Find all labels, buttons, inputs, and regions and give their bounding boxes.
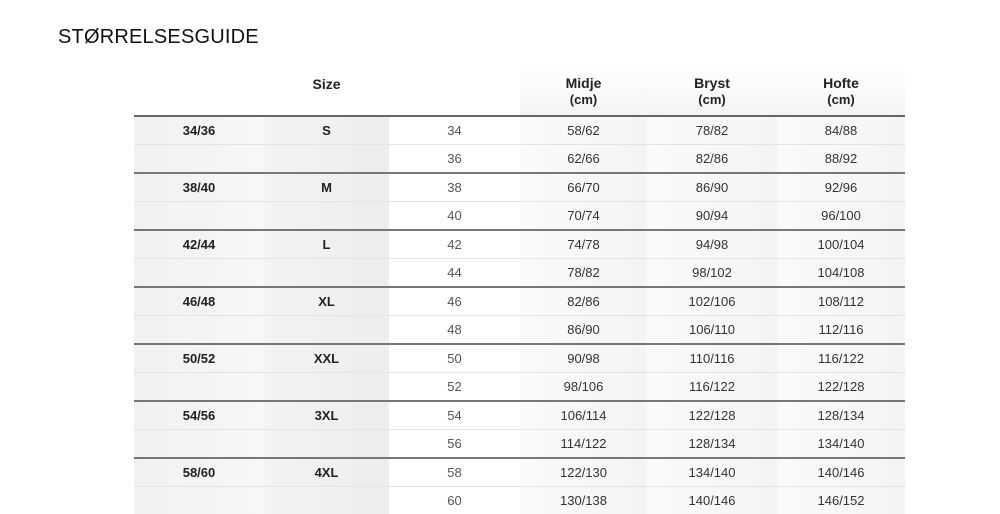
waist-cell: 86/90 — [520, 316, 647, 345]
number-size-cell: 54 — [389, 401, 520, 430]
table-row — [134, 259, 905, 288]
waist-cell: 106/114 — [520, 401, 647, 430]
number-size-cell: 46 — [389, 287, 520, 316]
hip-cell: 140/146 — [777, 458, 905, 487]
table-row — [134, 487, 905, 514]
letter-size-cell: XXL — [264, 344, 389, 373]
eu-size-cell: 54/56 — [134, 401, 264, 430]
waist-cell: 74/78 — [520, 230, 647, 259]
chest-cell: 106/110 — [647, 316, 777, 345]
chest-cell: 110/116 — [647, 344, 777, 373]
waist-cell: 70/74 — [520, 202, 647, 231]
number-size-cell: 60 — [389, 487, 520, 514]
chest-cell: 128/134 — [647, 430, 777, 459]
letter-size-cell: XL — [264, 287, 389, 316]
table-row — [134, 145, 905, 174]
eu-size-cell: 34/36 — [134, 116, 264, 145]
header-chest-label: Bryst — [694, 75, 730, 91]
hip-cell: 122/128 — [777, 373, 905, 402]
letter-size-cell: 4XL — [264, 458, 389, 487]
eu-size-cell — [134, 430, 264, 459]
number-size-cell: 56 — [389, 430, 520, 459]
hip-cell: 84/88 — [777, 116, 905, 145]
header-waist-label: Midje — [566, 75, 602, 91]
waist-cell: 82/86 — [520, 287, 647, 316]
eu-size-cell: 38/40 — [134, 173, 264, 202]
hip-cell: 88/92 — [777, 145, 905, 174]
table-row — [134, 230, 905, 259]
letter-size-cell: S — [264, 116, 389, 145]
hip-cell: 108/112 — [777, 287, 905, 316]
letter-size-cell — [264, 145, 389, 174]
table-body — [134, 116, 905, 514]
table-row — [134, 430, 905, 459]
chest-cell: 94/98 — [647, 230, 777, 259]
number-size-cell: 36 — [389, 145, 520, 174]
number-size-cell: 34 — [389, 116, 520, 145]
number-size-cell: 52 — [389, 373, 520, 402]
header-waist-unit: (cm) — [520, 92, 647, 107]
letter-size-cell — [264, 259, 389, 288]
number-size-cell: 48 — [389, 316, 520, 345]
letter-size-cell: 3XL — [264, 401, 389, 430]
number-size-cell: 44 — [389, 259, 520, 288]
letter-size-cell — [264, 487, 389, 514]
page-title: STØRRELSESGUIDE — [58, 26, 259, 49]
table-row — [134, 116, 905, 145]
waist-cell: 98/106 — [520, 373, 647, 402]
waist-cell: 122/130 — [520, 458, 647, 487]
hip-cell: 112/116 — [777, 316, 905, 345]
chest-cell: 86/90 — [647, 173, 777, 202]
waist-cell: 130/138 — [520, 487, 647, 514]
eu-size-cell: 42/44 — [134, 230, 264, 259]
waist-cell: 58/62 — [520, 116, 647, 145]
letter-size-cell — [264, 202, 389, 231]
letter-size-cell — [264, 316, 389, 345]
chest-cell: 102/106 — [647, 287, 777, 316]
eu-size-cell — [134, 487, 264, 514]
eu-size-cell — [134, 316, 264, 345]
hip-cell: 116/122 — [777, 344, 905, 373]
chest-cell: 122/128 — [647, 401, 777, 430]
eu-size-cell — [134, 259, 264, 288]
eu-size-cell: 58/60 — [134, 458, 264, 487]
table-row — [134, 344, 905, 373]
chest-cell: 82/86 — [647, 145, 777, 174]
header-hip-label: Hofte — [823, 75, 859, 91]
header-size: Size — [264, 66, 389, 116]
header-waist — [520, 66, 647, 116]
table-row — [134, 202, 905, 231]
letter-size-cell — [264, 373, 389, 402]
eu-size-cell — [134, 202, 264, 231]
waist-cell: 66/70 — [520, 173, 647, 202]
header-hip — [777, 66, 905, 116]
chest-cell: 90/94 — [647, 202, 777, 231]
hip-cell: 92/96 — [777, 173, 905, 202]
number-size-cell: 50 — [389, 344, 520, 373]
eu-size-cell: 50/52 — [134, 344, 264, 373]
number-size-cell: 42 — [389, 230, 520, 259]
chest-cell: 98/102 — [647, 259, 777, 288]
letter-size-cell: L — [264, 230, 389, 259]
eu-size-cell: 46/48 — [134, 287, 264, 316]
chest-cell: 116/122 — [647, 373, 777, 402]
header-eu-size — [134, 66, 264, 116]
waist-cell: 90/98 — [520, 344, 647, 373]
waist-cell: 78/82 — [520, 259, 647, 288]
table-row — [134, 401, 905, 430]
waist-cell: 62/66 — [520, 145, 647, 174]
letter-size-cell — [264, 430, 389, 459]
header-number-size — [389, 66, 520, 116]
header-hip-unit: (cm) — [777, 92, 905, 107]
hip-cell: 134/140 — [777, 430, 905, 459]
table-row — [134, 287, 905, 316]
table-header-row — [134, 66, 905, 116]
header-chest-unit: (cm) — [647, 92, 777, 107]
eu-size-cell — [134, 145, 264, 174]
chest-cell: 140/146 — [647, 487, 777, 514]
table-row — [134, 316, 905, 345]
hip-cell: 104/108 — [777, 259, 905, 288]
number-size-cell: 40 — [389, 202, 520, 231]
chest-cell: 134/140 — [647, 458, 777, 487]
hip-cell: 96/100 — [777, 202, 905, 231]
waist-cell: 114/122 — [520, 430, 647, 459]
hip-cell: 146/152 — [777, 487, 905, 514]
hip-cell: 100/104 — [777, 230, 905, 259]
table-row — [134, 458, 905, 487]
table-row — [134, 173, 905, 202]
hip-cell: 128/134 — [777, 401, 905, 430]
size-guide-table — [134, 66, 905, 514]
chest-cell: 78/82 — [647, 116, 777, 145]
header-chest — [647, 66, 777, 116]
eu-size-cell — [134, 373, 264, 402]
letter-size-cell: M — [264, 173, 389, 202]
table-row — [134, 373, 905, 402]
number-size-cell: 38 — [389, 173, 520, 202]
number-size-cell: 58 — [389, 458, 520, 487]
